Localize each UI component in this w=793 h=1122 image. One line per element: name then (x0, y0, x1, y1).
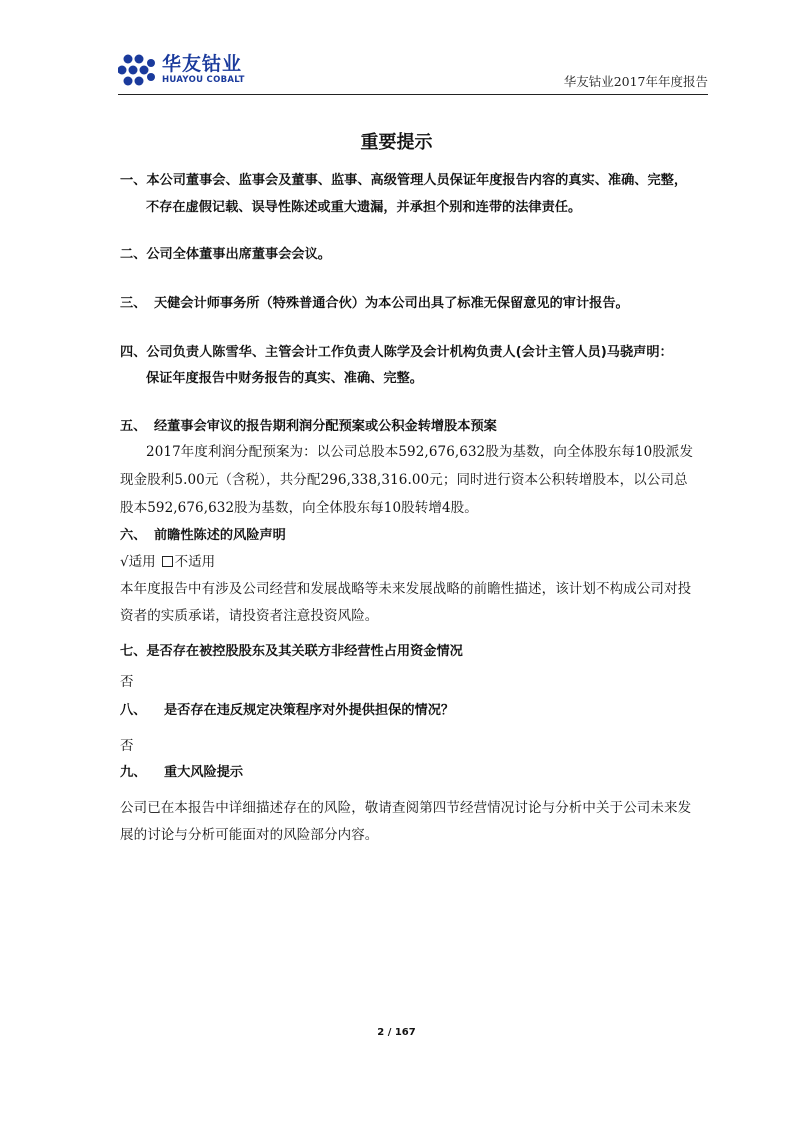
section-4-line-2: 保证年度报告中财务报告的真实、准确、完整。 (146, 371, 423, 386)
logo-chinese-text: 华友钴业 (162, 53, 243, 75)
section-number: 二、 (120, 247, 147, 262)
section-number: 九、 (120, 765, 147, 780)
section-7-answer: 否 (120, 674, 134, 690)
section-number: 六、 (120, 528, 147, 543)
section-text: 公司负责人陈雪华、主管会计工作负责人陈学及会计机构负责人(会计主管人员)马骁声明： (146, 345, 673, 360)
profit-distribution-line: 现金股利5.00元（含税），共分配296,338,316.00元；同时进行资本公积转增股本，以公司总 (120, 472, 688, 488)
section-number: 五、 (120, 419, 147, 434)
section-text: 天健会计师事务所（特殊普通合伙）为本公司出具了标准无保留意见的审计报告。 (154, 296, 629, 311)
section-5-heading (120, 415, 497, 434)
section-text: 前瞻性陈述的风险声明 (154, 528, 286, 543)
logo-english-text: HUAYOU COBALT (162, 75, 245, 85)
section-number: 四、 (120, 345, 147, 360)
applicable-checked: √适用 (120, 554, 156, 570)
section-text: 经董事会审议的报告期利润分配预案或公积金转增股本预案 (154, 419, 497, 434)
applicability-row (120, 550, 215, 570)
section-1-heading (120, 169, 687, 188)
document-title: 重要提示 (360, 132, 433, 153)
section-number: 一、 (120, 173, 147, 188)
huayou-logo-icon (118, 52, 158, 88)
section-1-line-2: 不存在虚假记载、误导性陈述或重大遗漏，并承担个别和连带的法律责任。 (146, 200, 582, 215)
report-title: 华友钴业2017年年度报告 (563, 74, 708, 89)
section-8-answer: 否 (120, 738, 134, 754)
risk-statement-line: 本年度报告中有涉及公司经营和发展战略等未来发展战略的前瞻性描述，该计划不构成公司对投 (120, 581, 692, 597)
section-2-heading (120, 243, 331, 262)
section-text: 本公司董事会、监事会及董事、监事、高级管理人员保证年度报告内容的真实、准确、完整， (146, 173, 688, 188)
major-risk-line: 公司已在本报告中详细描述存在的风险，敬请查阅第四节经营情况讨论与分析中关于公司未来发 (120, 800, 692, 816)
section-number: 三、 (120, 296, 147, 311)
checkbox-icon (162, 556, 173, 567)
section-number: 八、 (120, 703, 147, 718)
company-logo (118, 52, 245, 88)
risk-statement-line: 资者的实质承诺，请投资者注意投资风险。 (120, 608, 379, 624)
section-text: 重大风险提示 (164, 765, 244, 780)
profit-distribution-line: 2017年度利润分配预案为：以公司总股本592,676,632股为基数，向全体股东每10股派发 (146, 444, 694, 460)
section-8-heading (120, 699, 454, 718)
page-header (118, 48, 708, 95)
section-7-heading (120, 640, 463, 659)
section-text: 是否存在被控股股东及其关联方非经营性占用资金情况 (146, 644, 463, 659)
major-risk-line: 展的讨论与分析可能面对的风险部分内容。 (120, 827, 379, 843)
page-number: 2 / 167 (377, 1027, 416, 1038)
section-text: 公司全体董事出席董事会会议。 (146, 247, 331, 262)
profit-distribution-line: 股本592,676,632股为基数，向全体股东每10股转增4股。 (120, 500, 478, 516)
not-applicable-label: 不适用 (174, 554, 216, 570)
section-text: 是否存在违反规定决策程序对外提供担保的情况？ (164, 703, 455, 718)
section-9-heading (120, 761, 243, 780)
section-6-heading (120, 524, 286, 543)
section-3-heading (120, 292, 629, 311)
section-number: 七、 (120, 644, 147, 659)
section-4-heading (120, 341, 673, 360)
